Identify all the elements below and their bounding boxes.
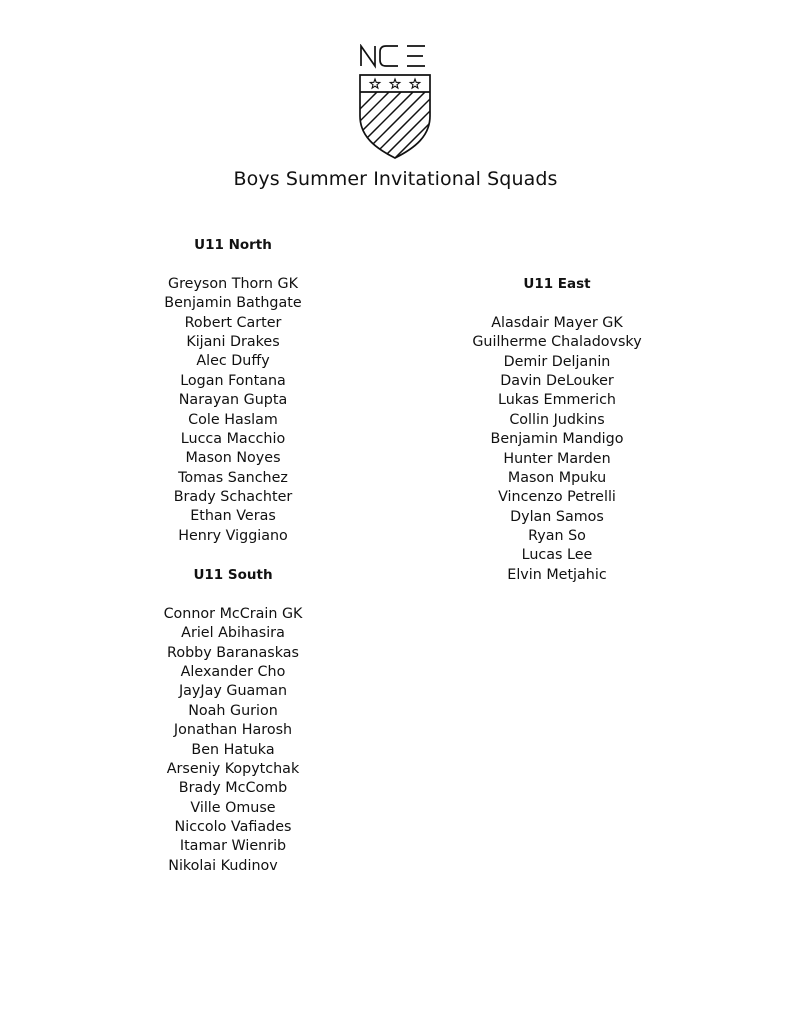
player-name: Nikolai Kudinov [168,857,278,874]
squad-title: U11 East [523,276,591,292]
player-name: Vincenzo Petrelli [498,489,616,506]
player-name: Greyson Thorn GK [168,275,298,292]
player-name: Robby Baranaskas [167,644,299,661]
player-name: Lukas Emmerich [497,392,616,409]
squad-title: U11 South [193,567,273,583]
player-name: Demir Deljanin [503,353,611,370]
player-name: Narayan Gupta [178,392,288,409]
player-name: Ariel Abihasira [181,625,285,642]
player-name: Brady McComb [178,780,288,797]
player-name: Lucas Lee [521,547,593,564]
squad-u11-north [123,236,343,546]
player-name: JayJay Guaman [178,683,288,700]
player-name: Collin Judkins [509,411,605,428]
player-name: Cole Haslam [188,411,278,428]
player-name: Ville Omuse [190,799,276,816]
player-name: Jonathan Harosh [173,722,293,739]
shield-with-three-stars-icon [355,44,435,160]
player-name: Hunter Marden [503,450,611,467]
player-name: Alec Duffy [196,353,270,370]
player-name: Noah Gurion [188,702,278,719]
player-name: Alasdair Mayer GK [491,314,623,331]
player-name: Davin DeLouker [500,372,614,389]
nce-logo [355,44,435,160]
squad-u11-east [447,275,667,585]
star-icon [390,79,400,88]
player-name: Dylan Samos [510,508,604,525]
player-name: Benjamin Mandigo [490,431,624,448]
player-name: Henry Viggiano [178,527,288,544]
player-name: Mason Mpuku [507,469,607,486]
player-name: Guilherme Chaladovsky [472,334,642,351]
logo-letters [361,46,425,66]
page-title: Boys Summer Invitational Squads [233,168,558,190]
shield-stripes [355,84,435,160]
player-name: Ryan So [528,528,586,545]
player-name: Mason Noyes [185,450,281,467]
player-name: Tomas Sanchez [178,469,288,486]
player-name: Lucca Macchio [180,430,286,447]
player-name: Benjamin Bathgate [164,295,302,312]
star-icon [370,79,380,88]
player-name: Arseniy Kopytchak [166,760,300,777]
player-name: Ethan Veras [190,508,276,525]
player-name: Logan Fontana [180,372,286,389]
squad-title: U11 North [194,237,272,253]
player-name: Robert Carter [184,314,282,331]
player-name: Alexander Cho [180,663,286,680]
player-name: Niccolo Vafiades [174,819,292,836]
squad-u11-south [123,566,343,876]
player-name: Itamar Wienrib [179,838,287,855]
star-icon [410,79,420,88]
star-row [370,79,420,88]
player-name: Kijani Drakes [186,333,280,350]
player-name: Brady Schachter [173,489,293,506]
player-name: Elvin Metjahic [507,566,607,583]
player-name: Connor McCrain GK [163,605,303,622]
player-name: Ben Hatuka [191,741,275,758]
